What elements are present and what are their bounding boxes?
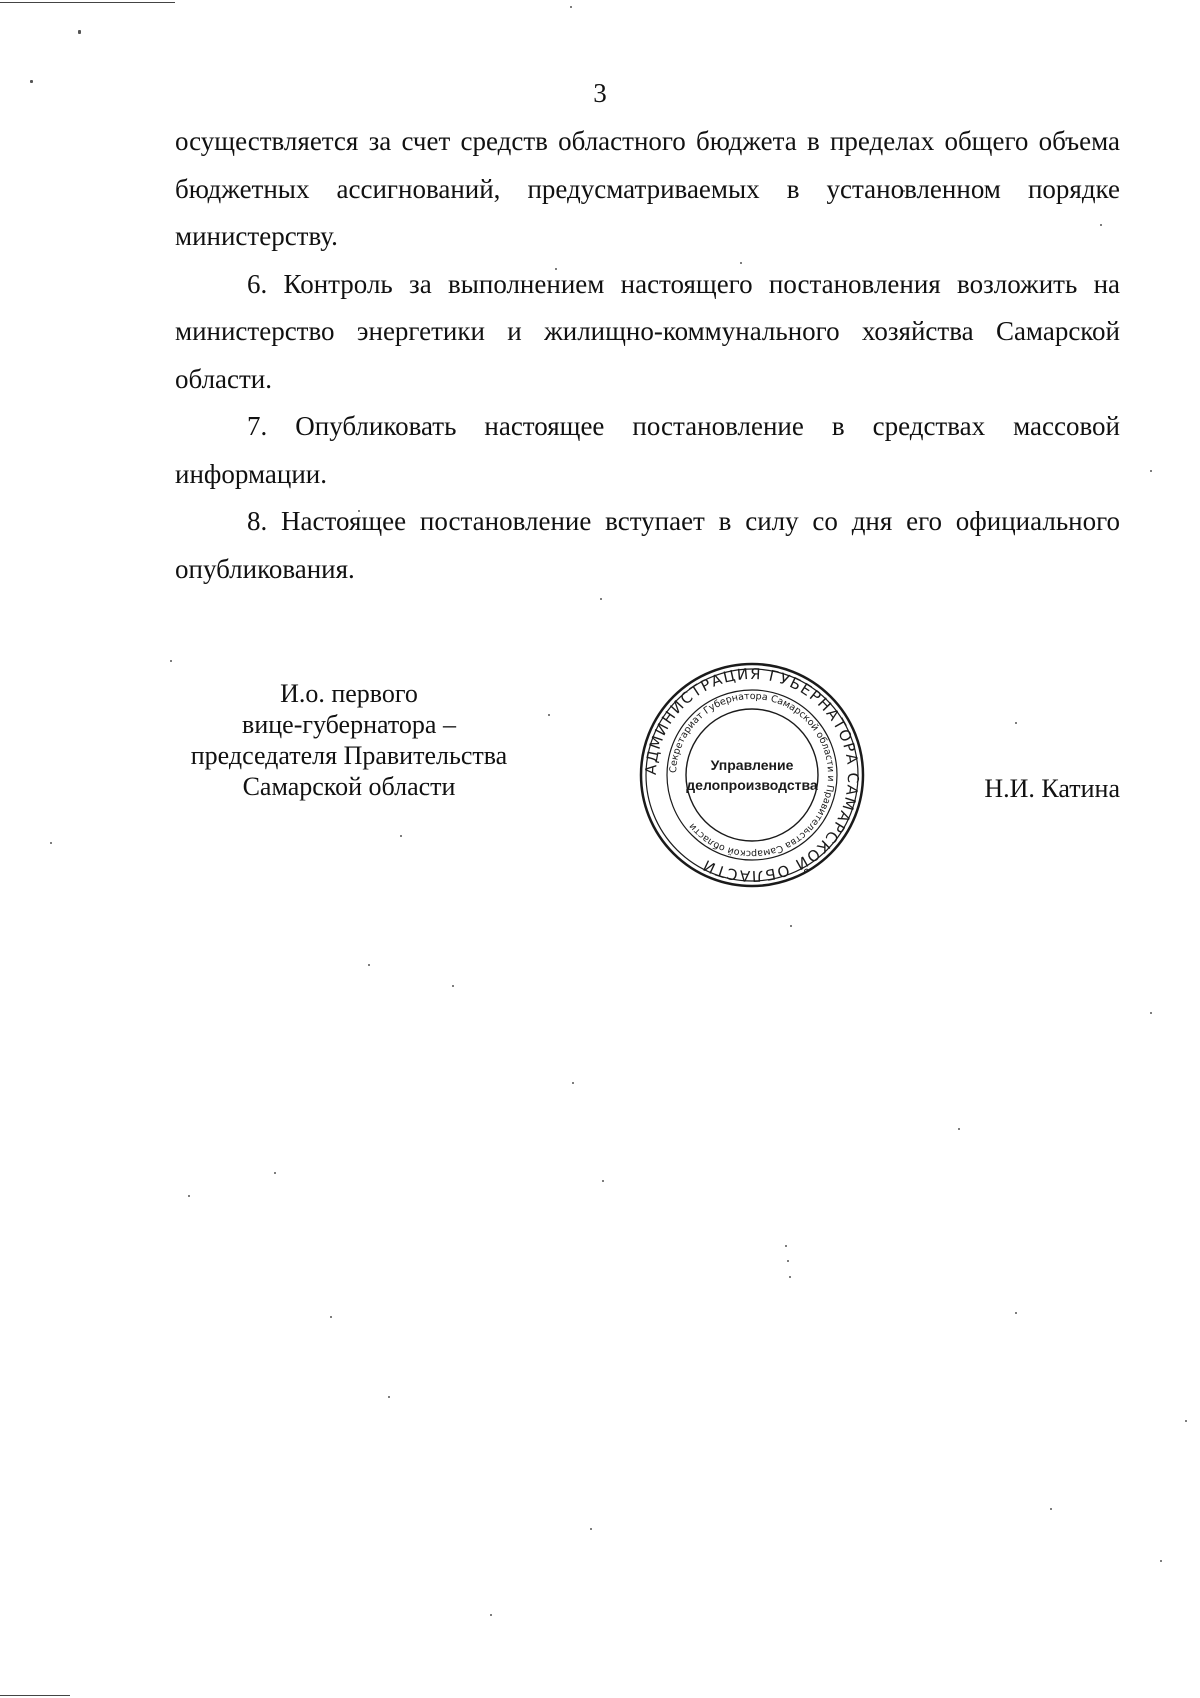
page-number: 3: [593, 78, 607, 108]
scan-speck: [785, 1245, 787, 1247]
scan-speck: [590, 1528, 592, 1530]
scan-speck: [1160, 1560, 1162, 1562]
signatory-title-line: вице-губернатора –: [242, 710, 456, 739]
signatory-title: [170, 678, 528, 802]
scan-edge-line-top: [0, 2, 175, 3]
scan-speck: [958, 1128, 960, 1130]
signatory-title-line: Самарской области: [242, 772, 456, 801]
scan-speck: [388, 1396, 390, 1398]
seal-center-line2: делопроизводства: [686, 777, 818, 793]
scan-speck: [330, 1316, 332, 1318]
seal-stamp-graphic: [637, 660, 867, 890]
scan-speck: [602, 1180, 604, 1182]
paragraph-continuation: осуществляется за счет средств областного бюджета в пределах общего объема бюджетных ассигнований, предусматриваемых в установленном порядке министерству.: [175, 126, 1120, 251]
official-seal: [637, 660, 867, 890]
scan-speck: [1015, 1312, 1017, 1314]
scan-speck: [548, 714, 550, 716]
seal-outer-text: АДМИНИСТРАЦИЯ ГУБЕРНАТОРА САМАРСКОЙ ОБЛАСТИ: [641, 664, 863, 886]
signatory-title-line: председателя Правительства: [190, 741, 508, 770]
scan-speck: [1015, 722, 1017, 724]
paragraph-item-8: 8. Настоящее постановление вступает в силу со дня его официального опубликования.: [175, 506, 1120, 584]
scan-speck: [572, 1082, 574, 1084]
paragraph-item-7: 7. Опубликовать настоящее постановление в средствах массовой информации.: [175, 411, 1120, 489]
document-body: [175, 118, 1120, 593]
paragraph-item-6: 6. Контроль за выполнением настоящего постановления возложить на министерство энергетики и жилищно-коммунального хозяйства Самарской области.: [175, 268, 1120, 394]
scan-speck: [452, 985, 454, 987]
scan-speck: [78, 30, 81, 34]
scan-speck: [790, 925, 792, 927]
scan-edge-line-bottom: [0, 1695, 70, 1696]
scan-speck: [188, 1195, 190, 1197]
scan-speck: [787, 1260, 789, 1262]
scan-speck: [490, 1614, 492, 1616]
scan-speck: [1050, 1508, 1052, 1510]
scan-speck: [789, 1276, 791, 1278]
scan-speck: [1150, 1012, 1152, 1014]
scan-speck: [600, 598, 602, 600]
scan-speck: [1150, 470, 1152, 472]
seal-center-line1: Управление: [710, 757, 794, 773]
scan-speck: [400, 835, 402, 837]
svg-text:Секретариат Губернатора Самарс: [668, 691, 836, 859]
scan-speck: [570, 6, 572, 8]
signatory-name: Н.И. Катина: [984, 774, 1120, 803]
scan-speck: [170, 660, 172, 662]
scan-speck: [274, 1172, 276, 1174]
signatory-title-line: И.о. первого: [280, 679, 418, 708]
seal-inner-text: Секретариат Губернатора Самарской области и Правительства Самарской области: [667, 690, 837, 860]
scan-speck: [368, 964, 370, 966]
scan-speck: [50, 842, 52, 844]
scan-speck: [1185, 1420, 1187, 1422]
